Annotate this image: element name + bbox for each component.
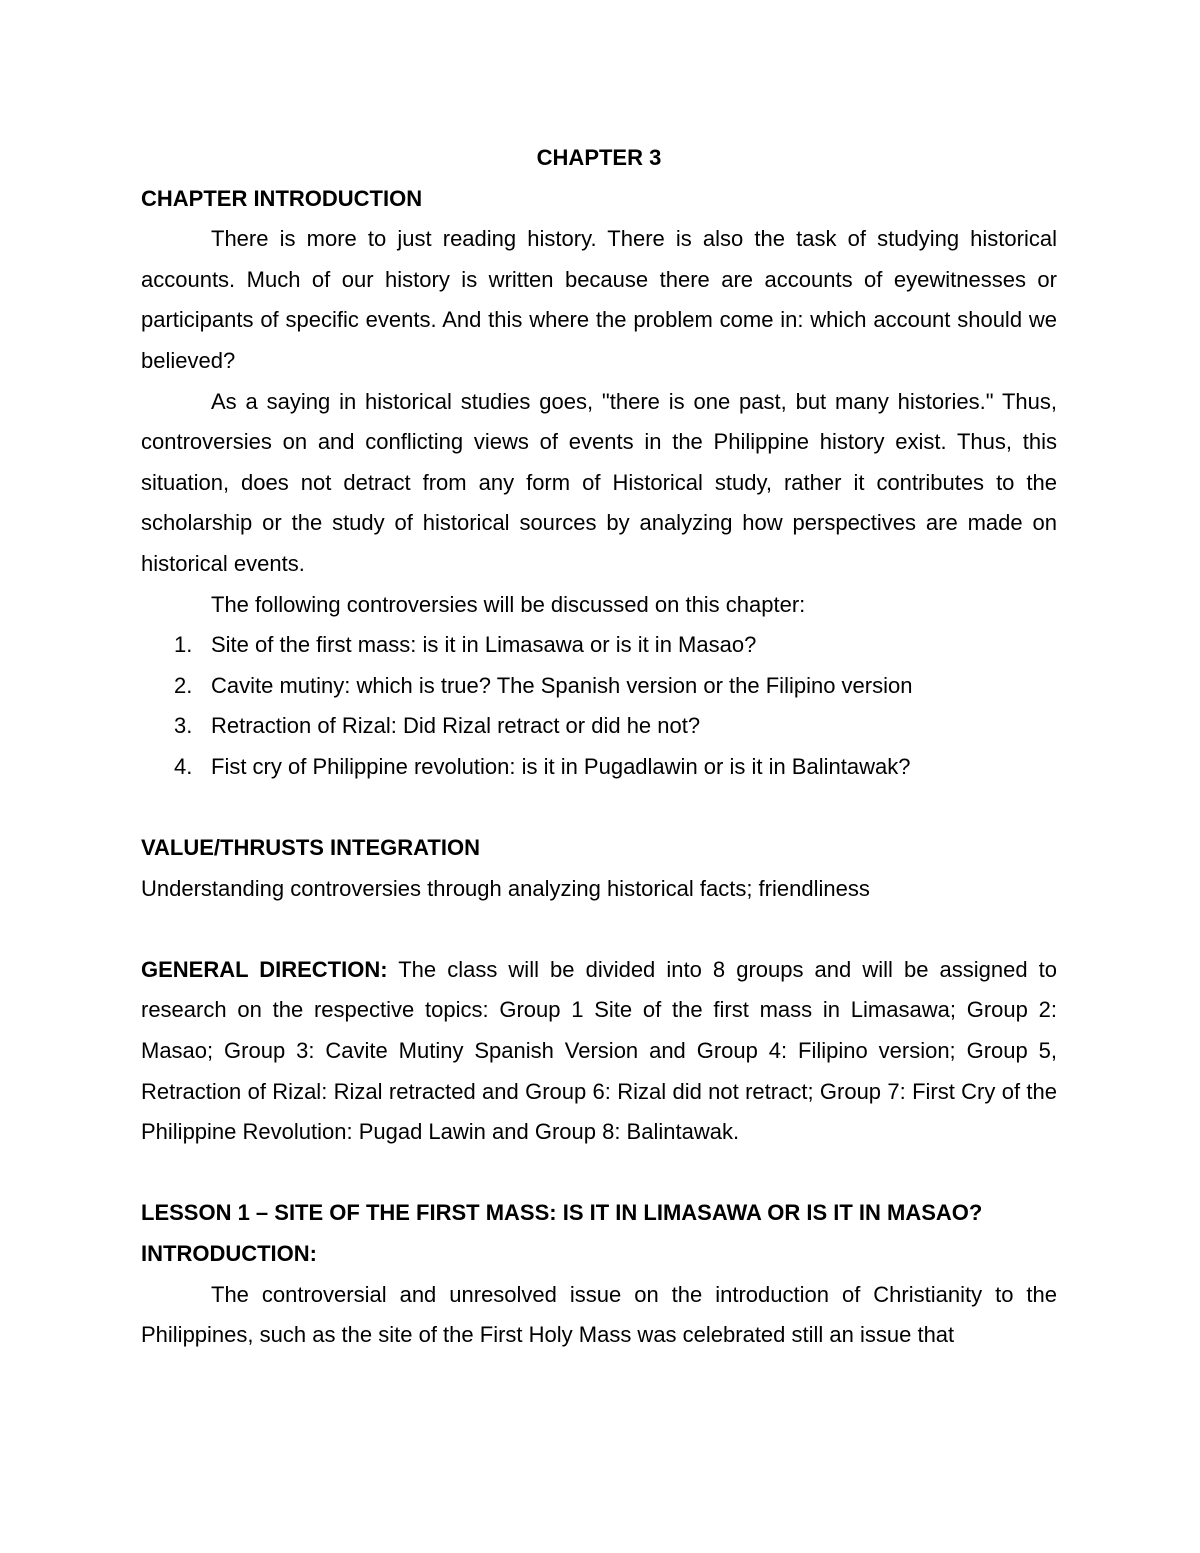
list-item	[141, 747, 1057, 788]
list-item-text: Retraction of Rizal: Did Rizal retract or did he not?	[211, 713, 701, 739]
topics-list-intro: The following controversies will be discussed on this chapter:	[211, 591, 806, 617]
list-item-number: 3.	[174, 713, 193, 739]
list-item-text: Fist cry of Philippine revolution: is it in Pugadlawin or is it in Balintawak?	[211, 753, 911, 779]
list-item	[141, 706, 1057, 747]
lesson-1-paragraph: The controversial and unresolved issue on the introduction of Christianity to the Philippines, such as the site of the First Holy Mass was celebrated still an issue that	[141, 1281, 1057, 1348]
section-spacer	[141, 1153, 1057, 1194]
list-item-text: Cavite mutiny: which is true? The Spanish version or the Filipino version	[211, 672, 913, 698]
general-direction-text: The class will be divided into 8 groups and will be assigned to research on the respective topics: Group 1 Site of the first mass in Limasawa; Group 2: Masao; Group 3: Cavite Mutiny Spanish Version and Group 4: Filipino version; Group 5, Retraction of Rizal: Rizal retracted and Group 6: Rizal did not retract; Group 7: First Cry of the Philippine Revolution: Pugad Lawin and Group 8: Balintawak.	[141, 956, 1057, 1145]
chapter-intro-paragraph-2: As a saying in historical studies goes, "there is one past, but many histories." Thus, controversies on and conflicting views of events in the Philippine history exist. Thus, this situation, does not detract from any form of Historical study, rather it contributes to the scholarship or the study of historical sources by analyzing how perspectives are made on historical events.	[141, 388, 1057, 576]
value-thrusts-heading: VALUE/THRUSTS INTEGRATION	[141, 835, 480, 861]
section-spacer	[141, 909, 1057, 950]
value-thrusts-text: Understanding controversies through analyzing historical facts; friendliness	[141, 875, 870, 901]
chapter-intro-paragraph-1: There is more to just reading history. There is also the task of studying historical accounts. Much of our history is written because there are accounts of eyewitnesses or participants of specific events. And this where the problem come in: which account should we believed?	[141, 226, 1057, 373]
general-direction-label: GENERAL DIRECTION:	[141, 956, 388, 982]
lesson-1-introduction-heading: INTRODUCTION:	[141, 1241, 317, 1267]
list-item	[141, 625, 1057, 666]
document-page	[141, 138, 1057, 1356]
section-spacer	[141, 788, 1057, 829]
list-item-number: 1.	[174, 632, 193, 658]
list-item-number: 4.	[174, 753, 193, 779]
controversy-topics-list	[141, 625, 1057, 787]
list-item-text: Site of the first mass: is it in Limasawa or is it in Masao?	[211, 632, 757, 658]
chapter-title: CHAPTER 3	[536, 145, 662, 170]
list-item	[141, 666, 1057, 707]
chapter-intro-heading: CHAPTER INTRODUCTION	[141, 185, 423, 211]
lesson-1-heading: LESSON 1 – SITE OF THE FIRST MASS: IS IT IN LIMASAWA OR IS IT IN MASAO?	[141, 1200, 983, 1226]
general-direction-paragraph	[141, 950, 1057, 1153]
list-item-number: 2.	[174, 672, 193, 698]
